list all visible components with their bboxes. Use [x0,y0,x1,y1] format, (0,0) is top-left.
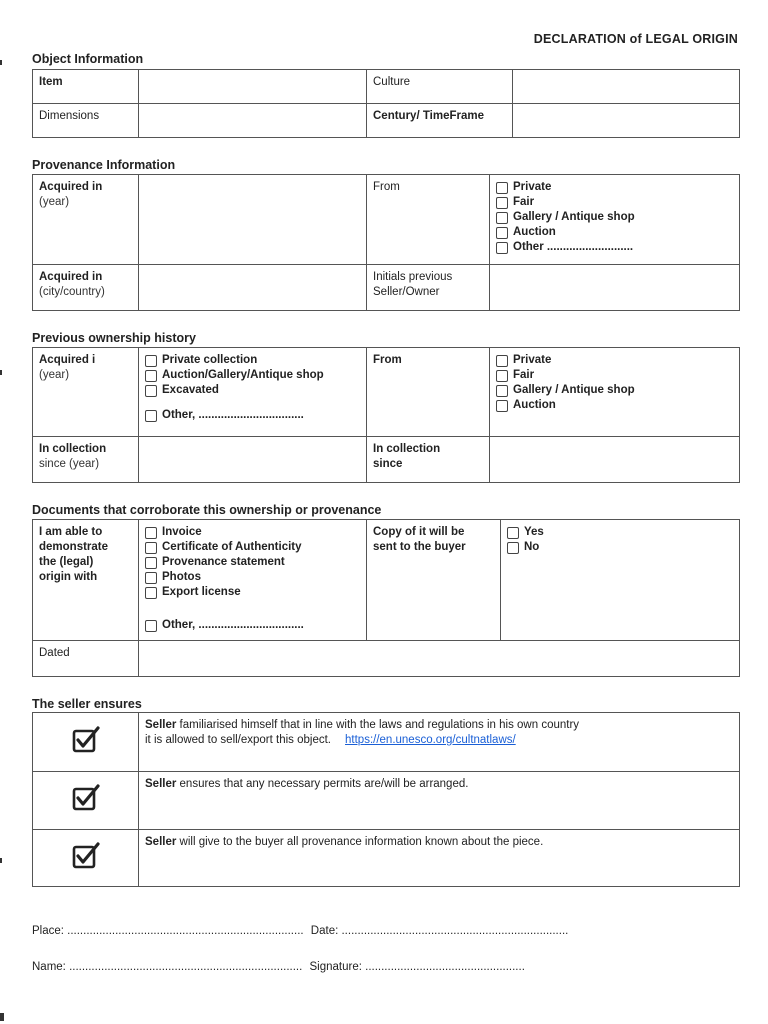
acquired-city-field[interactable] [139,265,367,311]
option-auction-gallery[interactable]: Auction/Gallery/Antique shop [145,368,360,383]
able-label-line: I am able to [39,526,103,538]
object-info-heading: Object Information [32,52,144,66]
option-yes[interactable]: Yes [507,525,733,540]
option-other[interactable]: Other, ................................. [145,618,360,633]
century-label: Century/ TimeFrame [367,104,513,138]
checkbox-icon[interactable] [145,587,157,599]
city-sublabel: (city/country) [39,286,105,298]
seller-statement-1 [139,713,740,772]
checkbox-icon[interactable] [496,370,508,382]
option-fair[interactable]: Fair [496,368,733,383]
seller-text: ensures that any necessary permits are/will be arranged. [176,778,469,790]
date-field[interactable]: Date: ....................................................................... [310,925,569,937]
seller-statement-3 [139,830,740,887]
seller-heading: The seller ensures [32,697,142,711]
checkbox-icon[interactable] [496,197,508,209]
checkbox-icon[interactable] [145,620,157,632]
checkbox-icon[interactable] [496,212,508,224]
checkbox-icon[interactable] [145,355,157,367]
option-fair[interactable]: Fair [496,195,733,210]
scan-speck [0,60,2,65]
dimensions-field[interactable] [139,104,367,138]
documents-table [32,519,740,677]
checkbox-icon[interactable] [145,410,157,422]
name-field[interactable]: Name: ......................................................................... [32,961,303,973]
option-private[interactable]: Private [496,180,733,195]
from-options [490,175,740,265]
history-heading: Previous ownership history [32,331,196,345]
option-excavated[interactable]: Excavated [145,383,360,398]
initials-label-cell [367,265,490,311]
able-label-line: the (legal) [39,556,94,568]
checkbox-icon[interactable] [496,227,508,239]
copy-label-line: sent to the buyer [373,541,466,553]
copy-options [501,520,740,641]
dated-field[interactable] [139,641,740,677]
history-from-options [490,348,740,437]
seller-bold: Seller [145,719,177,731]
able-label-line: origin with [39,571,98,583]
acquired-year-label-cell [33,175,139,265]
history-year-sublabel: (year) [39,369,70,381]
option-certificate[interactable]: Certificate of Authenticity [145,540,360,555]
checkbox-icon[interactable] [507,542,519,554]
in-collection-right-label: In collection [373,443,441,455]
dated-label: Dated [33,641,139,677]
provenance-heading: Provenance Information [32,158,176,172]
provenance-table [32,174,740,311]
history-table [32,347,740,483]
tick-cell [33,713,139,772]
seller-text: will give to the buyer all provenance information known about the piece. [176,836,544,848]
checkbox-icon[interactable] [496,400,508,412]
checkbox-icon[interactable] [496,242,508,254]
checkbox-icon[interactable] [507,527,519,539]
option-auction[interactable]: Auction [496,225,733,240]
document-options [139,520,367,641]
tick-cell [33,772,139,830]
history-acquired-label-cell [33,348,139,437]
documents-heading: Documents that corroborate this ownership or provenance [32,503,382,517]
since-right-label: since [373,458,403,470]
option-no[interactable]: No [507,540,733,555]
document-title: DECLARATION of LEGAL ORIGIN [533,32,738,46]
checkbox-icon[interactable] [145,542,157,554]
option-gallery[interactable]: Gallery / Antique shop [496,210,733,225]
history-acquired-label: Acquired i [39,354,96,366]
seller-text: it is allowed to sell/export this object. [145,734,332,746]
tick-cell [33,830,139,887]
seller-bold: Seller [145,836,177,848]
since-right-field[interactable] [490,437,740,483]
in-collection-label: In collection [39,443,107,455]
checked-box-icon [71,841,101,871]
option-other[interactable]: Other ........................... [496,240,733,255]
option-gallery[interactable]: Gallery / Antique shop [496,383,733,398]
initials-label: Initials previous [373,271,453,283]
unesco-link[interactable]: https://en.unesco.org/cultnatlaws/ [345,734,516,746]
option-private-collection[interactable]: Private collection [145,353,360,368]
able-label-cell [33,520,139,641]
culture-field[interactable] [513,70,740,104]
seller-statement-2 [139,772,740,830]
since-field[interactable] [139,437,367,483]
checkbox-icon[interactable] [496,385,508,397]
collection-options [139,348,367,437]
option-export-license[interactable]: Export license [145,585,360,600]
place-field[interactable]: Place: .......................................................................... [32,925,304,937]
seller-text: familiarised himself that in line with the laws and regulations in his own country [176,719,580,731]
from-label: From [367,175,490,265]
scan-speck [0,1013,4,1021]
checkbox-icon[interactable] [145,557,157,569]
checkbox-icon[interactable] [145,385,157,397]
signature-field[interactable]: Signature: .................................................. [309,961,525,973]
option-photos[interactable]: Photos [145,570,360,585]
checkbox-icon[interactable] [496,355,508,367]
checkbox-icon[interactable] [496,182,508,194]
option-other[interactable]: Other, ................................. [145,408,360,423]
able-label-line: demonstrate [39,541,109,553]
culture-label: Culture [367,70,513,104]
copy-label-cell [367,520,501,641]
dimensions-label: Dimensions [33,104,139,138]
checkbox-icon[interactable] [145,572,157,584]
year-sublabel: (year) [39,196,70,208]
acquired-in-city-label: Acquired in [39,271,103,283]
initials-field[interactable] [490,265,740,311]
acquired-in-label: Acquired in [39,181,103,193]
since-right-label-cell [367,437,490,483]
checked-box-icon [71,725,101,755]
scan-speck [0,370,2,375]
checkbox-icon[interactable] [145,370,157,382]
history-from-label: From [367,348,490,437]
scan-speck [0,858,2,863]
initials-label-2: Seller/Owner [373,286,440,298]
item-label: Item [33,70,139,104]
acquired-city-label-cell [33,265,139,311]
seller-table [32,712,740,887]
option-invoice[interactable]: Invoice [145,525,360,540]
place-date-line [32,925,568,937]
checkbox-icon[interactable] [145,527,157,539]
name-signature-line [32,961,525,973]
copy-label-line: Copy of it will be [373,526,465,538]
seller-bold: Seller [145,778,177,790]
option-private[interactable]: Private [496,353,733,368]
since-label-cell [33,437,139,483]
object-info-table [32,69,740,138]
checked-box-icon [71,783,101,813]
option-provenance-statement[interactable]: Provenance statement [145,555,360,570]
acquired-year-field[interactable] [139,175,367,265]
since-year-sublabel: since (year) [39,458,100,470]
item-field[interactable] [139,70,367,104]
option-auction[interactable]: Auction [496,398,733,413]
century-field[interactable] [513,104,740,138]
